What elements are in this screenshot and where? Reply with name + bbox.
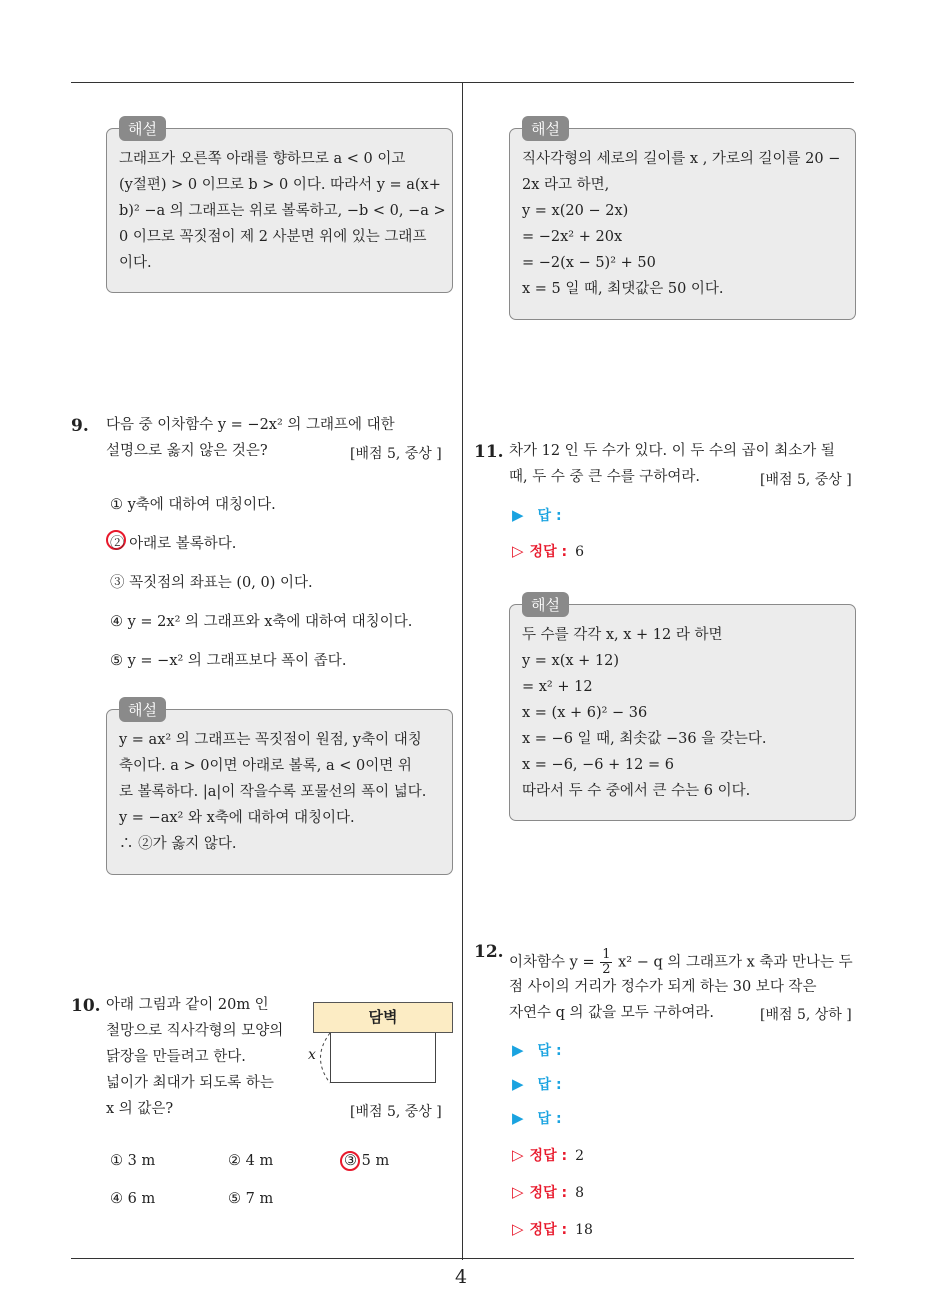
solution-line: y = −ax² 와 x축에 대하여 대칭이다. [119,810,355,826]
q9-score: [배점 5, 중상 ] [350,446,442,462]
solution-line: 2x 라고 하면, [522,177,610,193]
q12-score: [배점 5, 상하 ] [760,1007,852,1023]
fraction-numerator: 1 [602,947,611,962]
play-icon: ▶ [512,1075,524,1093]
q11-number: 11. [474,442,504,462]
q11-solution-box [509,596,856,821]
solution-line: 따라서 두 수 중에서 큰 수는 6 이다. [522,783,751,799]
q8-solution-text [119,146,446,276]
correct-value: 2 [575,1148,584,1164]
solution-line: y = ax² 의 그래프는 꼭짓점이 원점, y축이 대칭 [119,732,422,748]
solution-line: 로 볼록하다. |a|이 작을수록 포물선의 폭이 넓다. [119,784,427,800]
solution-line: (y절편) > 0 이므로 b > 0 이다. 따라서 y = a(x+ [119,177,441,193]
solution-line: x = (x + 6)² − 36 [522,705,648,721]
q10-text-line: 넓이가 최대가 되도록 하는 [106,1075,274,1091]
q12-text-before: 이차함수 y = [509,954,595,971]
triangle-outline-icon: ▷ [512,1183,524,1201]
q11-text-line: 차가 12 인 두 수가 있다. 이 두 수의 곱이 최소가 될 [509,443,835,459]
correct-value: 6 [575,544,584,560]
solution-line: y = x(x + 12) [522,653,620,669]
solution-tag: 해설 [522,116,569,141]
q10-text-line: 닭장을 만들려고 한다. [106,1049,246,1065]
q10-text-line: 철망으로 직사각형의 모양의 [106,1023,284,1039]
solution-line: x = −6, −6 + 12 = 6 [522,757,674,773]
answer-label: 답 : [537,508,562,524]
correct-label: 정답 : [529,1185,568,1201]
solution-tag: 해설 [119,116,166,141]
q10-text-line: x 의 값은? [106,1101,174,1117]
q12-text-line: 점 사이의 거리가 정수가 되게 하는 30 보다 작은 [509,979,817,995]
q9-number: 9. [71,416,89,436]
solution-line: 두 수를 각각 x, x + 12 라 하면 [522,627,723,643]
q9-text-line: 설명으로 옳지 않은 것은? [106,443,268,459]
q12-correct-row-3 [512,1219,593,1239]
correct-label: 정답 : [529,1148,568,1164]
solution-line: 직사각형의 세로의 길이를 x , 가로의 길이를 20 − [522,151,841,167]
q10-solution-text [522,146,843,302]
q12-text-line: 자연수 q 의 값을 모두 구하여라. [509,1005,715,1021]
solution-line: = −2(x − 5)² + 50 [522,255,656,271]
solution-line: 이다. [119,255,152,271]
q10-option-2[interactable]: ② 4 m [228,1153,274,1169]
solution-line: = −2x² + 20x [522,229,623,245]
q10-text-line: 아래 그림과 같이 20m 인 [106,997,269,1013]
q10-score: [배점 5, 중상 ] [350,1104,442,1120]
wall-label-box [313,1002,453,1033]
q11-solution-text [522,622,843,804]
play-icon: ▶ [512,506,524,524]
coop-rectangle [330,1033,436,1083]
correct-label: 정답 : [529,544,568,560]
triangle-outline-icon: ▷ [512,542,524,560]
q9-text-line: 다음 중 이차함수 y = −2x² 의 그래프에 대한 [106,417,395,433]
solution-tag: 해설 [119,697,166,722]
correct-value: 18 [575,1222,593,1238]
answer-label: 답 : [537,1111,562,1127]
q11-answer-row [512,505,562,525]
q12-fraction [600,948,612,977]
q9-option-2[interactable]: ② 아래로 볼록하다. [110,536,237,552]
page-number: 4 [455,1266,468,1288]
q10-solution-box [509,120,856,320]
q10-option-1[interactable]: ① 3 m [110,1153,156,1169]
q10-option-5[interactable]: ⑤ 7 m [228,1191,274,1207]
q12-correct-row-2 [512,1182,584,1202]
q12-answer-row-1 [512,1040,562,1060]
play-icon: ▶ [512,1109,524,1127]
q12-number: 12. [474,942,504,962]
dimension-x-label: x [308,1047,316,1063]
solution-line: = x² + 12 [522,679,593,695]
correct-value: 8 [575,1185,584,1201]
solution-line: 축이다. a > 0이면 아래로 볼록, a < 0이면 위 [119,758,412,774]
q10-figure [305,1000,460,1090]
wall-label: 담벽 [368,1008,398,1026]
q10-option-3[interactable]: ③ 5 m [344,1153,390,1169]
play-icon: ▶ [512,1041,524,1059]
q8-solution-box [106,120,453,293]
q10-number: 10. [71,996,101,1016]
q9-option-5[interactable]: ⑤ y = −x² 의 그래프보다 폭이 좁다. [110,653,347,669]
solution-line: y = x(20 − 2x) [522,203,629,219]
answer-label: 답 : [537,1077,562,1093]
solution-line: 0 이므로 꼭짓점이 제 2 사분면 위에 있는 그래프 [119,229,427,245]
triangle-outline-icon: ▷ [512,1220,524,1238]
q10-text [106,992,306,1122]
q12-answer-row-3 [512,1108,562,1128]
solution-line: x = 5 일 때, 최댓값은 50 이다. [522,281,724,297]
q12-correct-row-1 [512,1145,584,1165]
solution-tag: 해설 [522,592,569,617]
q11-text-line: 때, 두 수 중 큰 수를 구하여라. [509,469,700,485]
q9-option-4[interactable]: ④ y = 2x² 의 그래프와 x축에 대하여 대칭이다. [110,614,413,630]
correct-label: 정답 : [529,1222,568,1238]
q12-first-line [509,948,853,977]
solution-line: ∴ ②가 옳지 않다. [119,836,237,852]
column-divider [462,83,463,1260]
q9-solution-text [119,727,440,857]
q12-answer-row-2 [512,1074,562,1094]
q9-option-1[interactable]: ① y축에 대하여 대칭이다. [110,497,276,513]
answer-label: 답 : [537,1043,562,1059]
q12-text-after: x² − q 의 그래프가 x 축과 만나는 두 [618,954,853,971]
solution-line: b)² −a 의 그래프는 위로 볼록하고, −b < 0, −a > [119,203,446,219]
triangle-outline-icon: ▷ [512,1146,524,1164]
q9-solution-box [106,701,453,875]
q10-option-4[interactable]: ④ 6 m [110,1191,156,1207]
solution-line: x = −6 일 때, 최솟값 −36 을 갖는다. [522,731,767,747]
fraction-denominator: 2 [602,962,611,977]
q11-correct-row [512,541,584,561]
solution-line: 그래프가 오른쪽 아래를 향하므로 a < 0 이고 [119,151,406,167]
q11-score: [배점 5, 중상 ] [760,472,852,488]
q9-option-3[interactable]: ③ 꼭짓점의 좌표는 (0, 0) 이다. [110,575,313,591]
